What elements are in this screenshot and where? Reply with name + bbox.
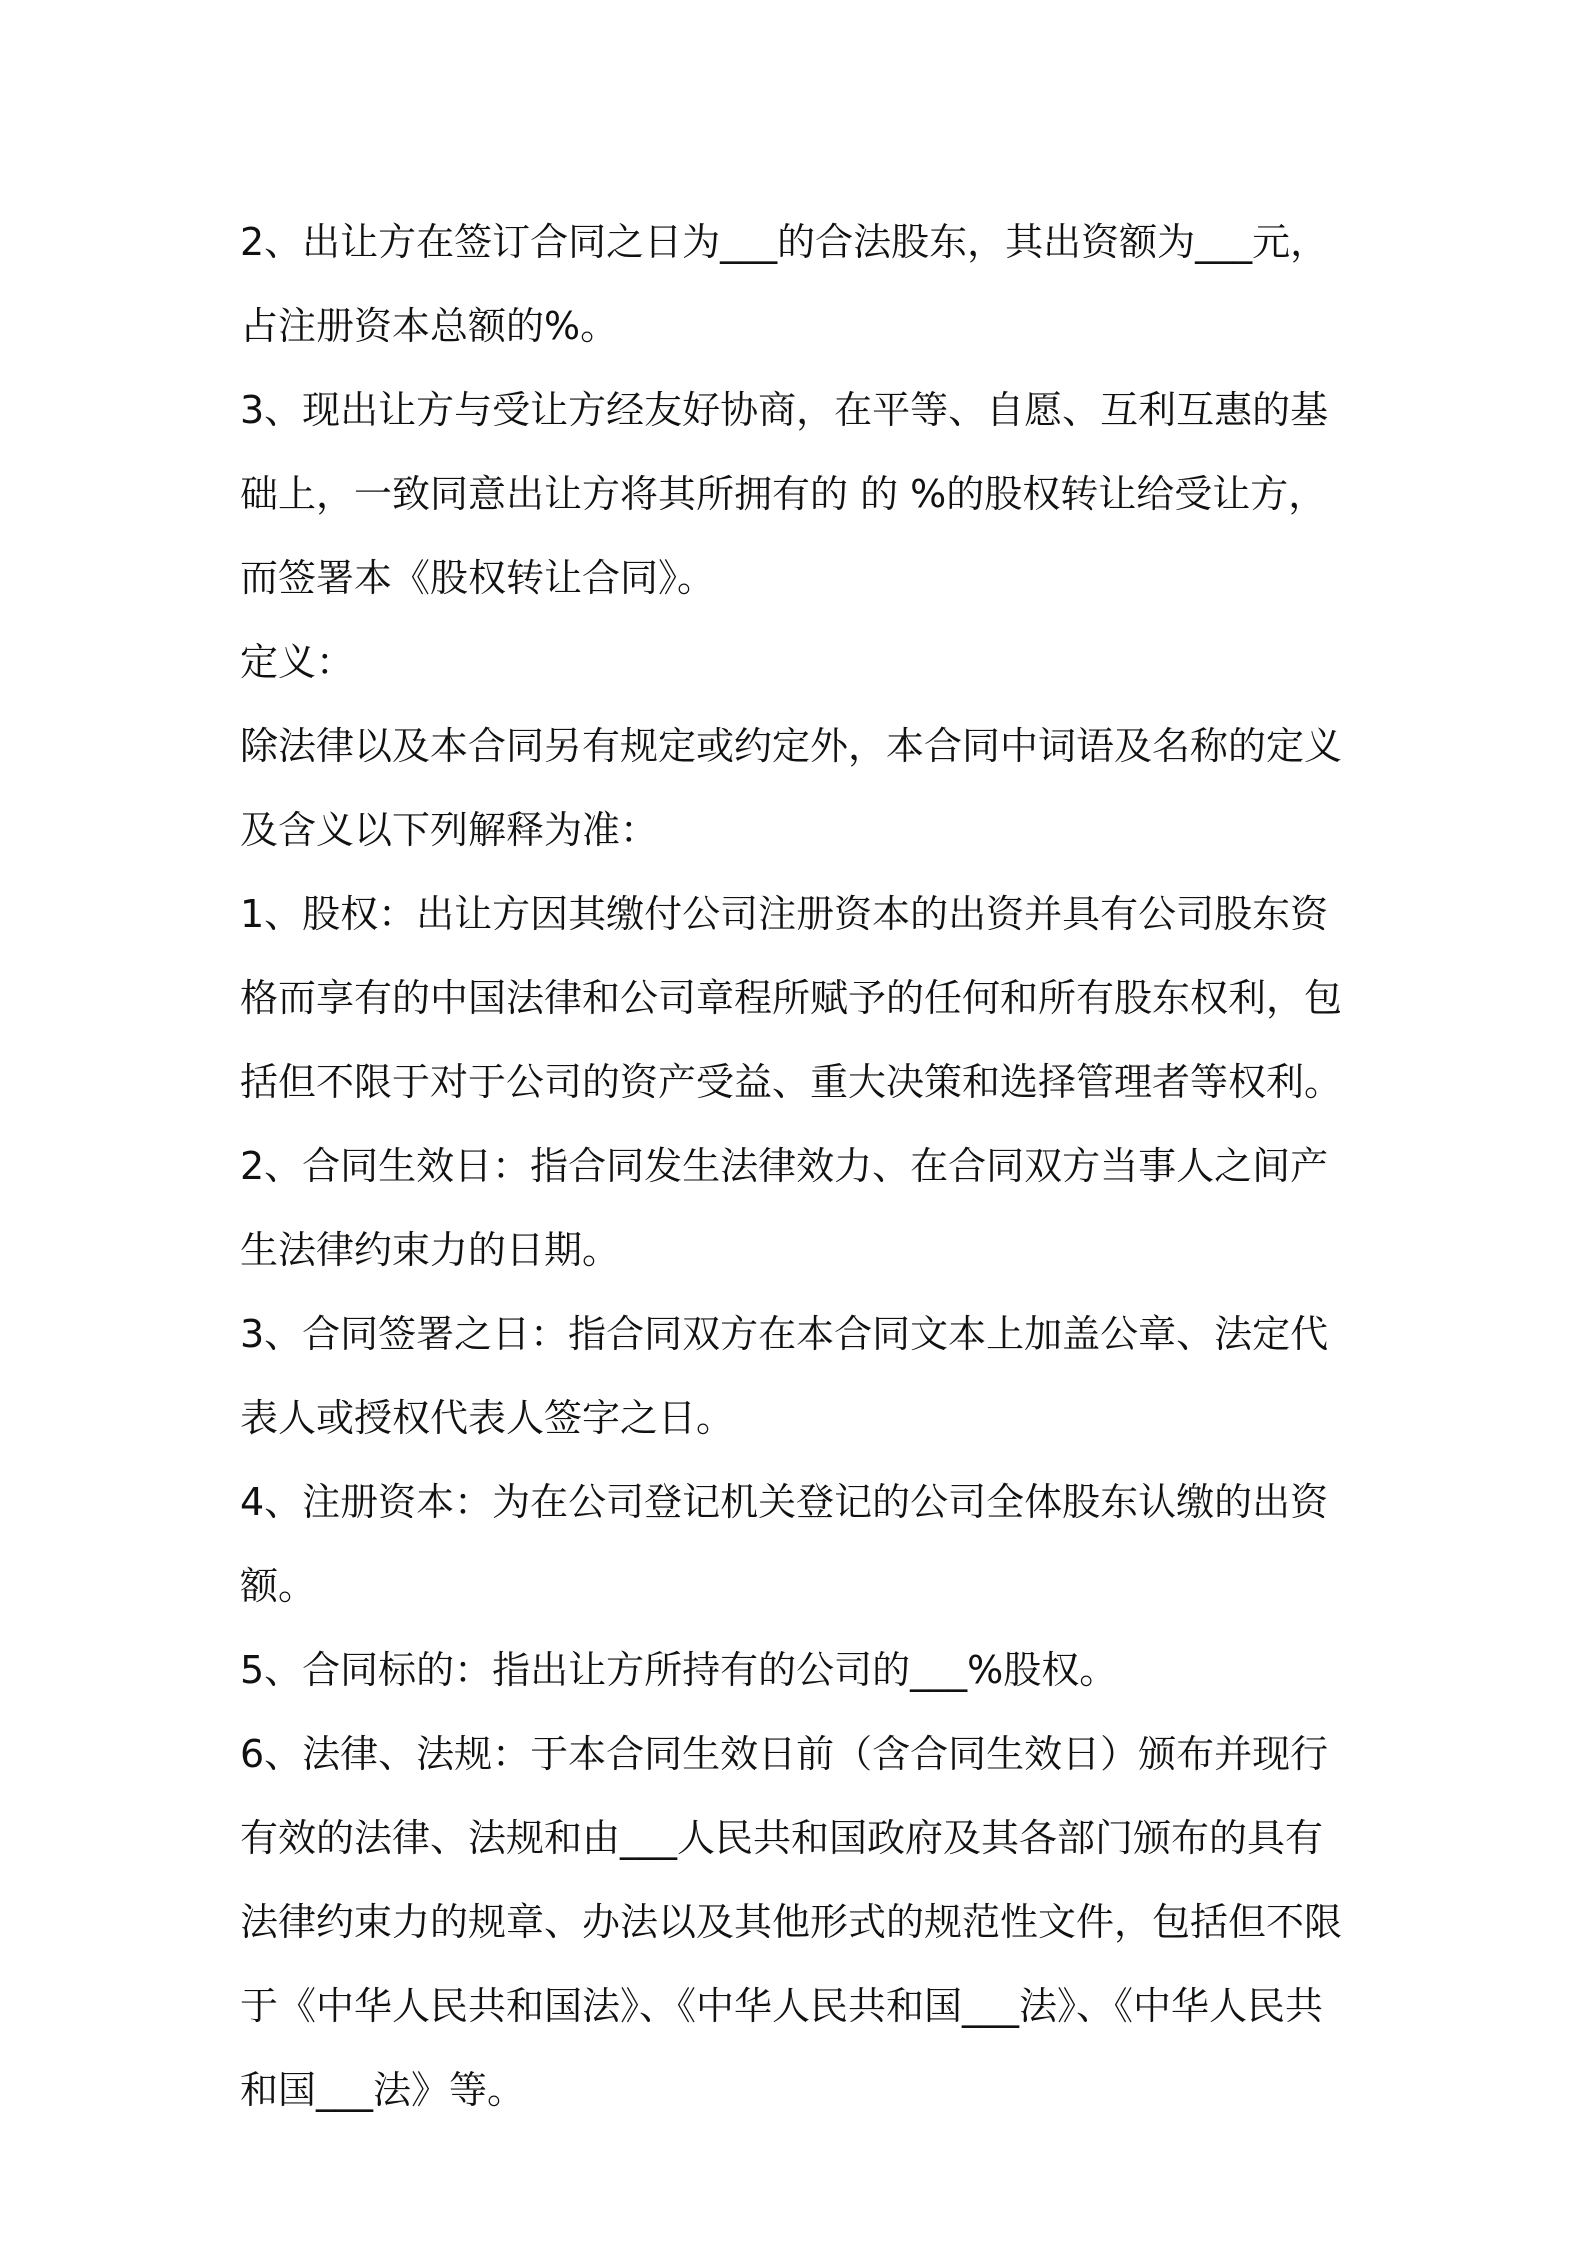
paragraph-definitions-intro: 除法律以及本合同另有规定或约定外，本合同中词语及名称的定义及含义以下列解释为准： [240,724,1343,852]
definition-laws-regulations: 6、法律、法规：于本合同生效日前（含合同生效日）颁布并现行有效的法律、法规和由___人民共和国政府及其各部门颁布的具有法律约束力的规章、办法以及其他形式的规范性文件，包括但不限于《中华人民共和国法》、《中华人民共和国___法》、《中华人民共和国___法》等。 [240,1732,1343,2112]
definition-effective-date: 2、合同生效日：指合同发生法律效力、在合同双方当事人之间产生法律约束力的日期。 [240,1144,1329,1272]
definition-registered-capital: 4、注册资本：为在公司登记机关登记的公司全体股东认缴的出资额。 [240,1480,1329,1608]
definitions-heading: 定义： [240,640,355,684]
definition-contract-subject: 5、合同标的：指出让方所持有的公司的___%股权。 [240,1648,1118,1692]
paragraph-transfer-agreement: 3、现出让方与受让方经友好协商，在平等、自愿、互利互惠的基础上，一致同意出让方将其所拥有的 的 %的股权转让给受让方，而签署本《股权转让合同》。 [240,388,1329,600]
paragraph-share-ownership: 2、出让方在签订合同之日为___的合法股东，其出资额为___元，占注册资本总额的%。 [240,220,1329,348]
definition-equity: 1、股权：出让方因其缴付公司注册资本的出资并具有公司股东资格而享有的中国法律和公司章程所赋予的任何和所有股东权利，包括但不限于对于公司的资产受益、重大决策和选择管理者等权利。 [240,892,1343,1104]
document-body [240,200,1360,2132]
definition-signing-date: 3、合同签署之日：指合同双方在本合同文本上加盖公章、法定代表人或授权代表人签字之日。 [240,1312,1329,1440]
